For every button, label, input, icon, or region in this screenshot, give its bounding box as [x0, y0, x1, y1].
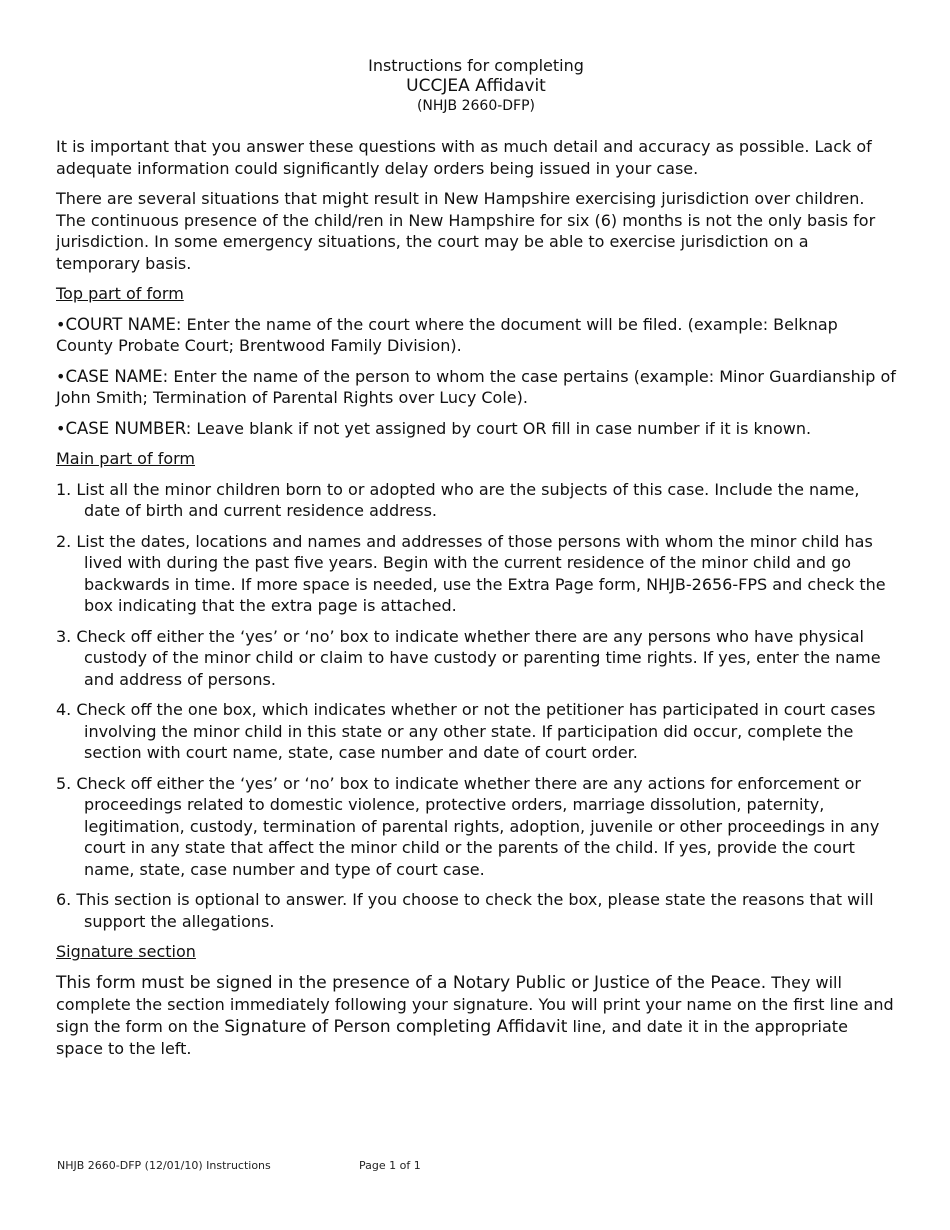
bullet-icon: • — [56, 418, 66, 438]
case-name-label: CASE NAME: — [65, 366, 169, 386]
form-number: (NHJB 2660-DFP) — [416, 98, 536, 114]
court-name-label: COURT NAME: — [65, 314, 182, 334]
signature-section-heading: Signature section — [56, 942, 196, 961]
main-section-heading: Main part of form — [56, 449, 195, 468]
footer-form-id: NHJB 2660-DFP (12/01/10) Instructions — [57, 1159, 271, 1172]
main-item-6: 6. This section is optional to answer. If you choose to check the box, please state the reasons that will support the allegations. — [56, 890, 874, 931]
top-section-heading: Top part of form — [56, 284, 184, 303]
court-name-item — [56, 314, 896, 357]
case-number-label: CASE NUMBER: — [65, 418, 192, 438]
main-item-4: 4. Check off the one box, which indicates whether or not the petitioner has participated in court cases involving the minor child in this state or any other state. If participation did occur, complete the section with court name, state, case number and date of court order. — [56, 700, 876, 762]
case-number-item — [56, 418, 896, 440]
title-line1: Instructions for completing — [368, 56, 584, 75]
document-title: UCCJEA Affidavit — [406, 76, 546, 96]
signature-text-notary: This form must be signed in the presence of a Notary Public or Justice of the Peace. — [56, 972, 767, 993]
signature-text-line-name: Signature of Person completing Affidavit — [224, 1016, 568, 1037]
court-name-text: Enter the name of the court where the document will be filed. (example: Belknap County Probate Court; Brentwood Family Division). — [56, 314, 838, 355]
signature-text-2: They will complete the section immediately following your signature. You will print your name on the first line and sign the form on the — [56, 972, 894, 1036]
intro-paragraph-2: There are several situations that might result in New Hampshire exercising jurisdiction over children. The continuous presence of the child/ren in New Hampshire for six (6) months is not the only basis for jurisdiction. In some emergency situations, the court may be able to exercise jurisdiction on a temporary basis. — [56, 189, 876, 273]
case-name-item — [56, 366, 896, 409]
signature-text-4: line, and date it in the appropriate space to the left. — [56, 1016, 848, 1058]
intro-paragraph-1: It is important that you answer these questions with as much detail and accuracy as possible. Lack of adequate information could significantly delay orders being issued in your case. — [56, 137, 872, 178]
case-name-text: Enter the name of the person to whom the case pertains (example: Minor Guardianship of John Smith; Termination of Parental Rights over Lucy Cole). — [56, 366, 896, 407]
main-item-5: 5. Check off either the ‘yes’ or ‘no’ box to indicate whether there are any actions for enforcement or proceedings related to domestic violence, protective orders, marriage dissolution, paternity, legitimation, custody, termination of parental rights, adoption, juvenile or other proceedings in any court in any state that affect the minor child or the parents of the child. If yes, provide the court name, state, case number and type of court case. — [56, 773, 880, 879]
footer — [57, 1159, 421, 1172]
footer-page-number: Page 1 of 1 — [359, 1159, 421, 1172]
main-item-3: 3. Check off either the ‘yes’ or ‘no’ box to indicate whether there are any persons who have physical custody of the minor child or claim to have custody or parenting time rights. If yes, enter the name and address of persons. — [56, 626, 881, 689]
signature-paragraph — [56, 972, 896, 1060]
case-number-text: Leave blank if not yet assigned by court OR fill in case number if it is known. — [191, 418, 812, 438]
main-item-2: 2. List the dates, locations and names and addresses of those persons with whom the minor child has lived with during the past five years. Begin with the current residence of the minor child and go backwards in time. If more space is needed, use the Extra Page form, NHJB-2656-FPS and check the box indicating that the extra page is attached. — [56, 531, 886, 615]
bullet-icon: • — [56, 366, 66, 386]
document-page — [56, 56, 896, 1069]
main-item-1: 1. List all the minor children born to or adopted who are the subjects of this case. Include the name, date of birth and current residence address. — [56, 479, 860, 520]
title-block — [56, 56, 896, 116]
bullet-icon: • — [56, 314, 66, 334]
